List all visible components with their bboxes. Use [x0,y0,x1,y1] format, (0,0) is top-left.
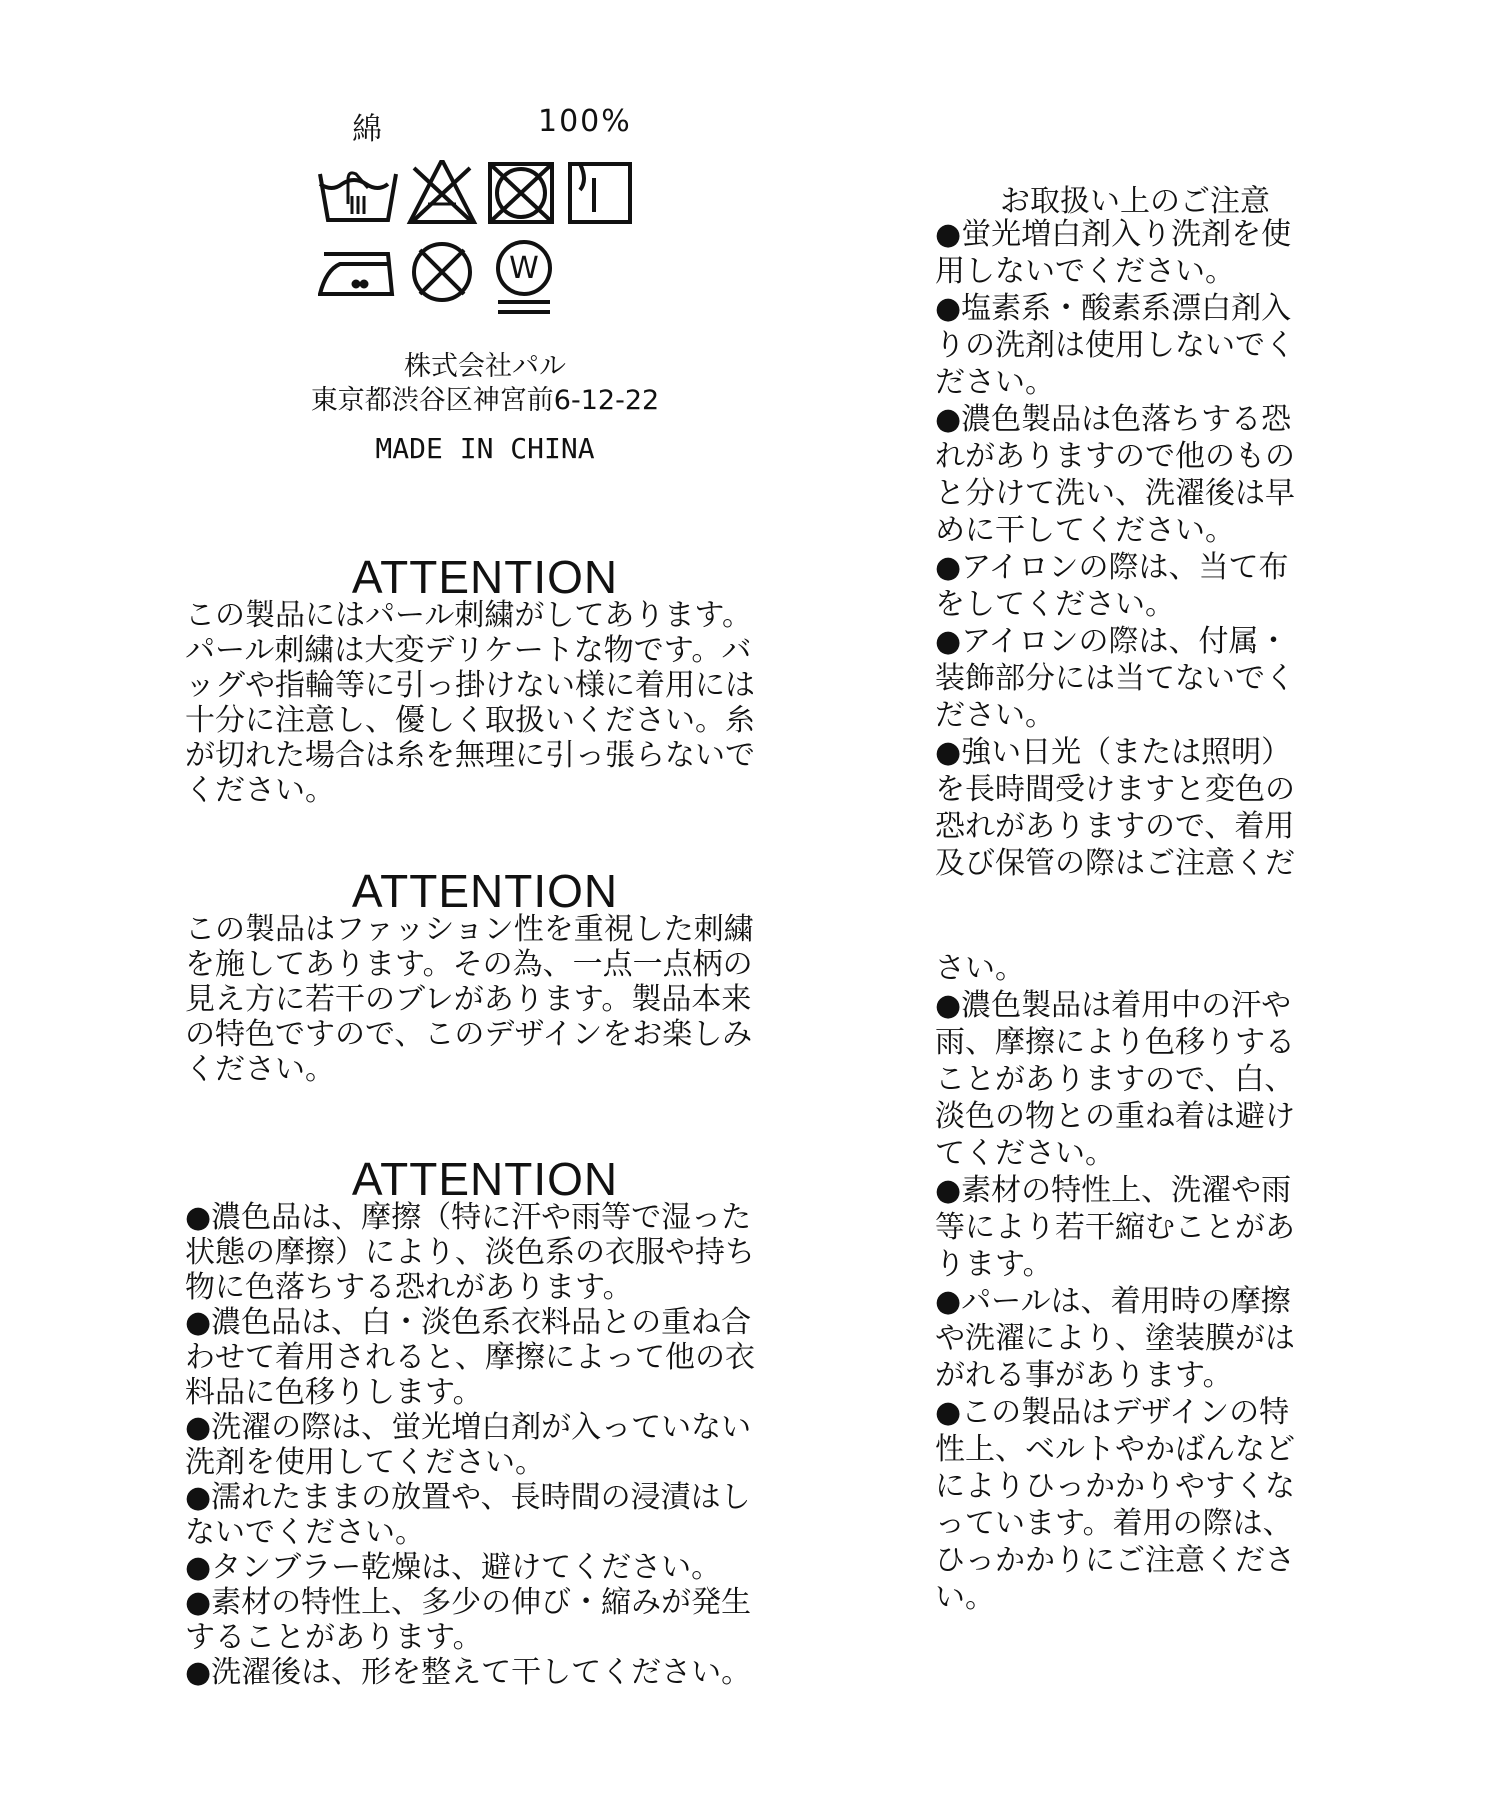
text-line: 洗剤を使用してください。 [185,1445,545,1480]
text-line: や洗濯により、塗装膜がは [935,1321,1295,1356]
text-line: ●濃色品は、白・淡色系衣料品との重ね合 [185,1305,752,1340]
text-line: ●アイロンの際は、当て布 [935,550,1289,585]
text-line: ●洗濯の際は、蛍光増白剤が入っていない [185,1410,752,1445]
text-line: ●塩素系・酸素系漂白剤入 [935,291,1292,326]
text-line: ッグや指輪等に引っ掛けない様に着用には [185,668,755,703]
text-line: 見え方に若干のブレがあります。製品本来 [185,982,752,1017]
text-line: 淡色の物との重ね着は避け [935,1099,1295,1134]
attention-text-3 [185,1200,825,1690]
fiber-percent: 100% [538,104,632,139]
text-line: ださい。 [935,698,1055,733]
no-dry-clean-icon [414,244,470,300]
iron-low-icon [320,254,392,294]
text-line: い。 [935,1580,995,1615]
text-line: 性上、ベルトやかばんなど [935,1432,1295,1467]
text-line: 装飾部分には当てないでく [935,661,1295,696]
text-line: っています。着用の際は、 [935,1506,1293,1541]
text-line: ります。 [935,1247,1053,1282]
text-line: ●濡れたままの放置や、長時間の浸漬はし [185,1480,751,1515]
attention-text-2 [185,912,825,1087]
text-line: ●濃色製品は着用中の汗や [935,988,1292,1023]
text-line: ●素材の特性上、洗濯や雨 [935,1173,1292,1208]
text-line: ください。 [185,773,335,808]
handling-text-upper [935,216,1375,882]
text-line: 恐れがありますので、着用 [935,809,1295,844]
text-line: ●洗濯後は、形を整えて干してください。 [185,1655,752,1690]
company-name: 株式会社パル [404,351,566,382]
text-line: ●素材の特性上、多少の伸び・縮みが発生 [185,1585,752,1620]
text-line: によりひっかかりやすくな [935,1469,1295,1504]
text-line: 状態の摩擦）により、淡色系の衣服や持ち [185,1235,755,1270]
text-line: 雨、摩擦により色移りする [935,1025,1295,1060]
text-line: ●強い日光（または照明） [935,735,1292,770]
text-line: パール刺繍は大変デリケートな物です。バ [185,633,752,668]
attention-heading-3: ATTENTION [351,1153,619,1205]
text-line: ひっかかりにご注意くださ [935,1543,1295,1578]
text-line: することがあります。 [185,1620,483,1655]
text-line: を施してあります。その為、一点一点柄の [185,947,753,982]
handling-title: お取扱い上のご注意 [1000,184,1270,219]
text-line: をしてください。 [935,587,1175,622]
text-line: ださい。 [935,365,1055,400]
company-address: 東京都渋谷区神宮前6-12-22 [310,385,660,416]
text-line: りの洗剤は使用しないでく [935,328,1295,363]
text-line: わせて着用されると、摩擦によって他の衣 [185,1340,755,1375]
text-line: を長時間受けますと変色の [935,772,1295,807]
line-dry-icon [570,164,630,222]
care-symbols [318,160,648,320]
no-tumble-dry-icon [490,164,552,222]
text-line: と分けて洗い、洗濯後は早 [935,476,1295,511]
text-line: ●アイロンの際は、付属・ [935,624,1289,659]
text-line: 十分に注意し、優しく取扱いください。糸 [185,703,755,738]
text-line: この製品はファッション性を重視した刺繍 [185,912,754,947]
text-line: ●タンブラー乾燥は、避けてください。 [185,1550,722,1585]
text-line: ●濃色製品は色落ちする恐 [935,402,1292,437]
attention-heading-2: ATTENTION [351,865,619,917]
text-line: ●パールは、着用時の摩擦 [935,1284,1291,1319]
text-line: ●濃色品は、摩擦（特に汗や雨等で湿った [185,1200,752,1235]
no-bleach-icon [410,160,474,222]
text-line: ●蛍光増白剤入り洗剤を使 [935,217,1292,252]
fiber-name: 綿 [352,112,384,147]
text-line: 物に色落ちする恐れがあります。 [185,1270,633,1305]
company-info [270,350,700,418]
text-line: ないでください。 [185,1515,425,1550]
text-line: さい。 [935,951,1025,986]
text-line: ●この製品はデザインの特 [935,1395,1290,1430]
hand-wash-40-icon [320,173,396,220]
text-line: てください。 [935,1136,1115,1171]
text-line: が切れた場合は糸を無理に引っ張らないで [185,738,755,773]
text-line: の特色ですので、このデザインをお楽しみ [185,1017,753,1052]
country-of-origin: MADE IN CHINA [375,432,595,465]
text-line: 等により若干縮むことがあ [935,1210,1295,1245]
attention-heading-1: ATTENTION [351,551,619,603]
text-line: この製品にはパール刺繍がしてあります。 [185,598,752,633]
text-line: 料品に色移りします。 [185,1375,483,1410]
handling-text-lower [935,950,1375,1616]
wet-clean-icon [498,242,550,312]
text-line: 用しないでください。 [935,254,1235,289]
svg-text:W: W [509,251,539,286]
attention-text-1 [185,598,825,808]
text-line: 及び保管の際はご注意くだ [935,846,1295,881]
text-line: めに干してください。 [935,513,1235,548]
text-line: ことがありますので、白、 [935,1062,1295,1097]
text-line: ください。 [185,1052,335,1087]
text-line: れがありますので他のもの [935,439,1295,474]
text-line: がれる事があります。 [935,1358,1233,1393]
